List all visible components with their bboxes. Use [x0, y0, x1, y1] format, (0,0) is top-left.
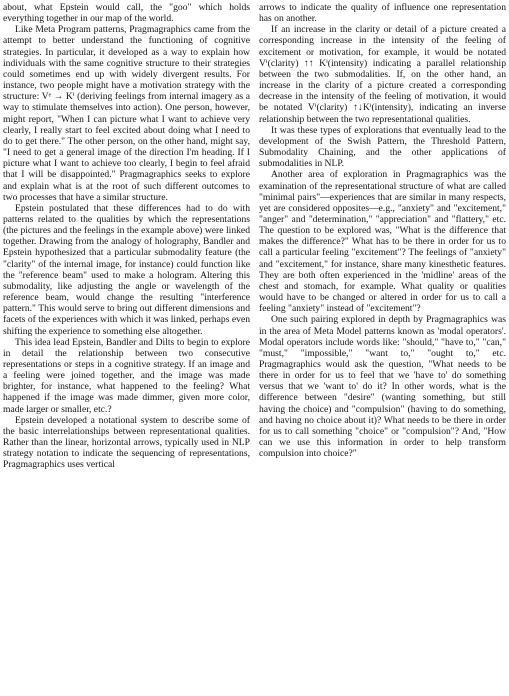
paragraph: This idea lead Epstein, Bandler and Dilts to begin to explore in detail the relationship between two consecutive representations or steps in a cognitive strategy. If an image and a feeling were joined together, and the image was made brighter, for instance, what happened to the feeling? What happened if the image was made dimmer, given more color, made larger or smaller, etc.? — [3, 336, 250, 415]
paragraph: One such pairing explored in depth by Pragmagraphics was in the area of Meta Model patterns known as 'modal operators'. Modal operators include words like: "should," "have to," "can," "must," "impossible," "want to," "ought to," etc. Pragmagraphics would ask the question, "What needs to be there in order for us to feel that we 'have to' do something versus that we 'want to' do it? In other words, what is the difference between "desire" (wanting something, but still having the choice) and "compulsion" (having to do something, and having no choice about it)? What needs to be there in order for us to call something "choice" or "compulsion"? And, "How can we use this information in order to help transform compulsion into choice?" — [259, 314, 506, 460]
paragraph: arrows to indicate the quality of influence one representation has on another. — [259, 2, 506, 25]
paragraph: Like Meta Program patterns, Pragmagraphics came from the attempt to better understand the functioning of cognitive strategies. In particular, it developed as a way to explain how individuals with the same cognitive structure to their strategies could sometimes end up with widely divergent results. For instance, two people might have a motivation strategy with the structure: Vᵉ → Kⁱ (deriving feelings from internal imagery as a way to stimulate themselves into action). One person, however, might report, "When I can picture what I want to achieve very clearly, I really start to feel excited about doing what I need to do to get there." The other person, on the other hand, might say, "I need to get a general image of the direction I'm heading. If I picture what I want to achieve too clearly, I begin to feel afraid that I will be disappointed." Pragmagraphics seeks to explore and explain what is at the root of such different outcomes to two processes that have a similar structure. — [3, 24, 250, 203]
paragraph: If an increase in the clarity or detail of a picture created a corresponding increase in the intensity of the feeling of excitement or motivation, for example, it would be notated Vⁱ(clarity) ↑↑ Kⁱ(intensity) indicating a parallel relationship between the two submodalities. If, on the other hand, an increase in the clarity of a picture created a corresponding decrease in the intensity of the feeling of motivation, it would be notated Vⁱ(clarity) ↑↓Kⁱ(intensity), indicating an inverse relationship between the two representational qualities. — [259, 24, 506, 125]
paragraph: about, what Epstein would call, the "goo" which holds everything together in our map of the world. — [3, 2, 250, 25]
left-column — [3, 2, 250, 696]
paragraph: It was these types of explorations that eventually lead to the development of the Swish Pattern, the Threshold Pattern, Submodality Chaining, and the other applications of submodalities in NLP. — [259, 124, 506, 170]
right-column — [259, 2, 506, 696]
paragraph: Another area of exploration in Pragmagraphics was the examination of the representational structure of what are called "minimal pairs"—experiences that are similar in many respects, yet are considered opposites—e.g., "anxiety" and "excitement," "anger" and "determination," "appreciation" and "flattery," etc. The question to be explored was, "What is the difference that makes the difference?" What has to be there in order for us to call a particular feeling "excitement"? The feelings of "anxiety" and "excitement," for instance, share many kinesthetic features. They are both often experienced in the 'midline' areas of the chest and stomach, for example. What quality or qualities would have to be changed or altered in order for us to call a feeling "anxiety" instead of "excitement"? — [259, 169, 506, 315]
paragraph: Epstein developed a notational system to describe some of the basic interrelationships between representational qualities. Rather than the linear, horizontal arrows, typically used in NLP strategy notation to indicate the sequencing of representations, Pragmagraphics uses vertical — [3, 414, 250, 471]
paragraph: Epstein postulated that these differences had to do with patterns related to the qualities by which the representations (the pictures and the feelings in the example above) were linked together. Drawing from the analogy of holography, Bandler and Epstein hypothesized that a particular submodality feature (the "clarity" of the internal image, for instance) could function like the "reference beam" used to make a hologram. Altering this submodality, like adjusting the angle or wavelength of the reference beam, would change the resulting "interference pattern." This would serve to bring out different dimensions and facets of the experiences with which it was linked, perhaps even shifting the experience to something else altogether. — [3, 202, 250, 337]
